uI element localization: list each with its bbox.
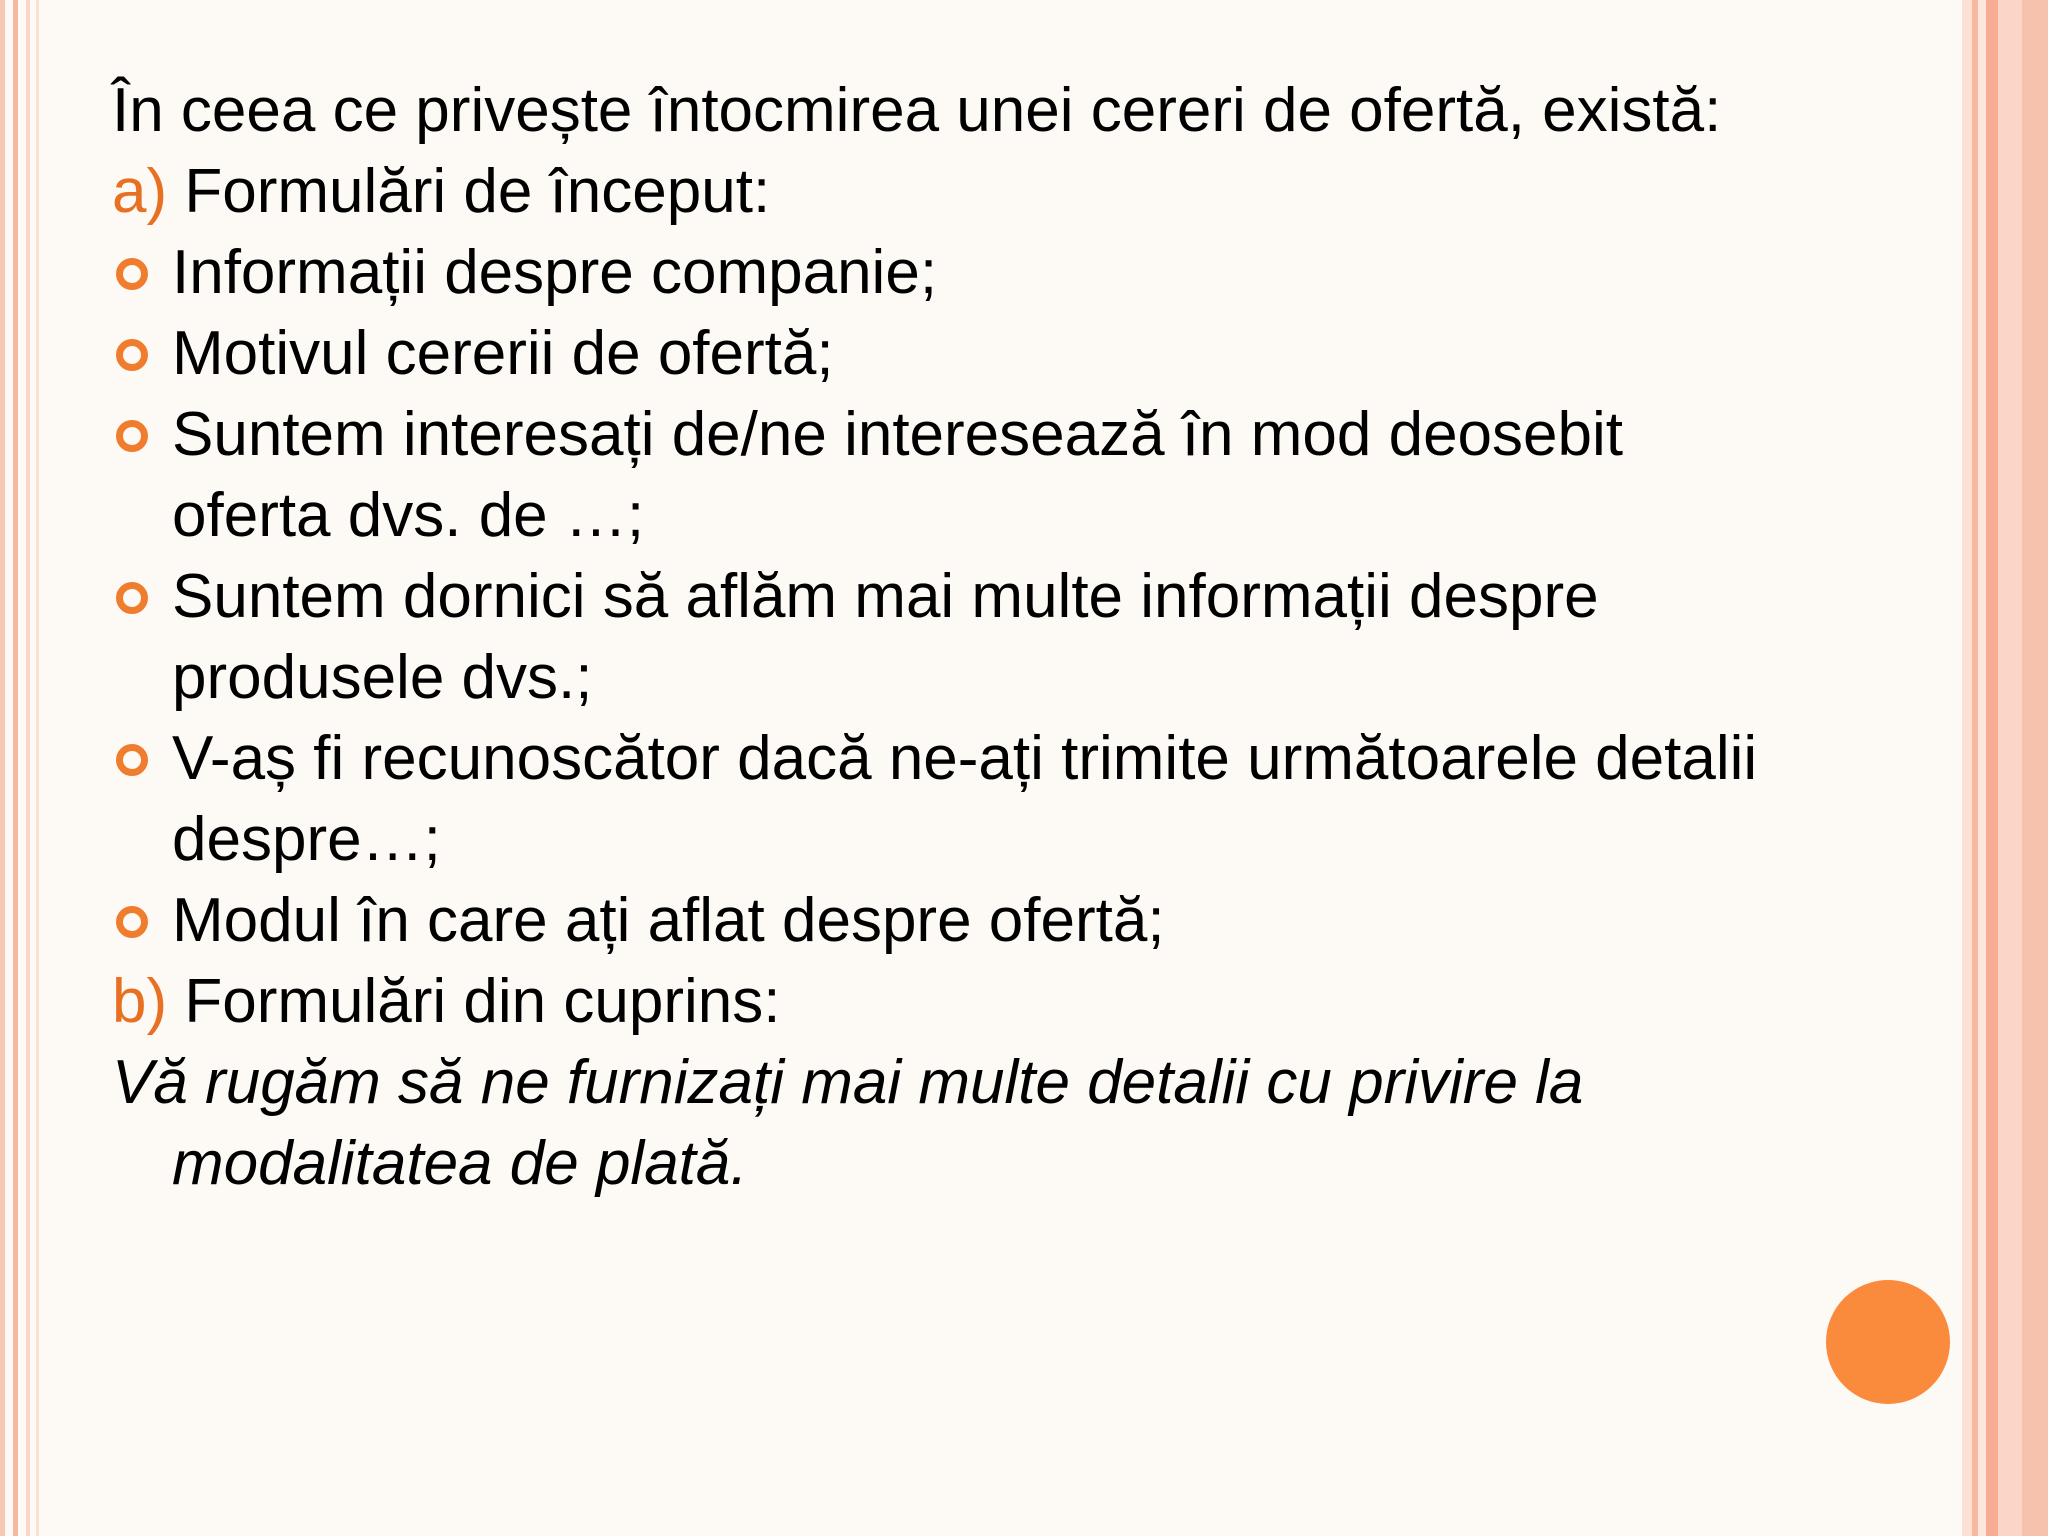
section-b-heading (112, 961, 1932, 1042)
bullet-icon (116, 420, 148, 452)
left-border-stripe (26, 0, 30, 1536)
bullet-icon (116, 258, 148, 290)
list-item-text-continued: despre…; (172, 805, 441, 874)
section-b-label: Formulări din cuprins: (167, 967, 781, 1036)
list-item (112, 232, 1932, 313)
section-b-marker: b) (112, 967, 168, 1036)
list-item (112, 394, 1932, 556)
decorative-circle (1826, 1280, 1950, 1404)
section-a-label: Formulări de început: (167, 157, 771, 226)
list-item (112, 556, 1932, 718)
example-text: Vă rugăm să ne furnizați mai multe detalii cu privire la (112, 1048, 1584, 1117)
section-a-marker: a) (112, 157, 168, 226)
list-item-text: V-aș fi recunoscător dacă ne-ați trimite următoarele detalii (172, 724, 1758, 793)
slide-content (112, 70, 1932, 1204)
right-border-stripe (1978, 0, 1986, 1536)
right-border-stripe (1998, 0, 2022, 1536)
list-item (112, 313, 1932, 394)
bullet-icon (116, 744, 148, 776)
right-border-stripe (1986, 0, 1998, 1536)
section-a-heading (112, 151, 1932, 232)
list-item-text: Suntem dornici să aflăm mai multe informații despre (172, 562, 1599, 631)
list-item (112, 880, 1932, 961)
left-border-stripe (0, 0, 5, 1536)
bullet-icon (116, 906, 148, 938)
right-border-stripe (2022, 0, 2048, 1536)
intro-text: În ceea ce privește întocmirea unei cereri de ofertă, există: (112, 76, 1722, 145)
left-border-stripe (13, 0, 18, 1536)
list-item-text: Informații despre companie; (172, 238, 938, 307)
list-item-text: Suntem interesați de/ne interesează în mod deosebit (172, 400, 1624, 469)
list-item-text-continued: produsele dvs.; (172, 643, 593, 712)
list-item-text: Modul în care ați aflat despre ofertă; (172, 886, 1165, 955)
list-item-text-continued: oferta dvs. de …; (172, 481, 645, 550)
right-border-stripe (1962, 0, 1972, 1536)
list-item-text: Motivul cererii de ofertă; (172, 319, 834, 388)
bullet-icon (116, 582, 148, 614)
left-border-stripe (36, 0, 39, 1536)
list-item (112, 718, 1932, 880)
example-text-continued: modalitatea de plată. (172, 1129, 748, 1198)
bullet-icon (116, 339, 148, 371)
